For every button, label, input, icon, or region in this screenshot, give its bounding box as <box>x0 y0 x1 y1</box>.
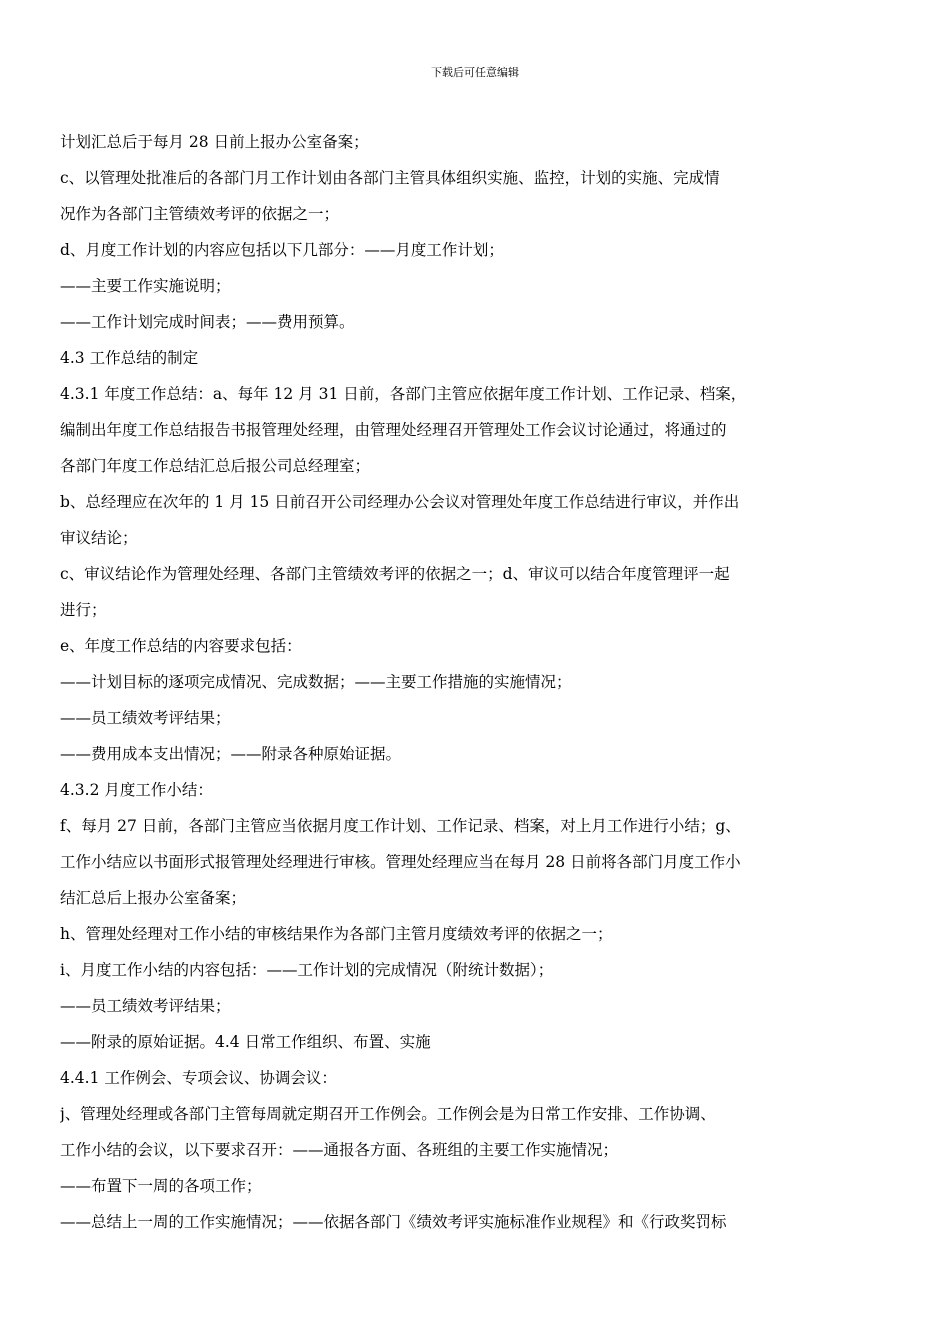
text-line: ——计划目标的逐项完成情况、完成数据；——主要工作措施的实施情况； <box>60 673 572 691</box>
text-line: 进行； <box>60 601 107 619</box>
text-line: f、每月 27 日前，各部门主管应当依据月度工作计划、工作记录、档案，对上月工作进行小结；g、 <box>60 817 741 835</box>
text-line: d、月度工作计划的内容应包括以下几部分：——月度工作计划； <box>60 241 504 259</box>
text-line: e、年度工作总结的内容要求包括： <box>60 637 302 655</box>
text-line: c、审议结论作为管理处经理、各部门主管绩效考评的依据之一；d、审议可以结合年度管理评一起 <box>60 565 730 583</box>
section-heading: 4.4.1 工作例会、专项会议、协调会议： <box>60 1069 337 1087</box>
text-line: ——总结上一周的工作实施情况；——依据各部门《绩效考评实施标准作业规程》和《行政奖罚标 <box>60 1213 727 1231</box>
document-body <box>60 124 890 1240</box>
text-line: 况作为各部门主管绩效考评的依据之一； <box>60 205 340 223</box>
page-header: 下载后可任意编辑 <box>431 66 519 79</box>
text-line: 4.3.1 年度工作总结：a、每年 12 月 31 日前，各部门主管应依据年度工作计划、工作记录、档案， <box>60 385 747 403</box>
text-line: 工作小结的会议，以下要求召开：——通报各方面、各班组的主要工作实施情况； <box>60 1141 619 1159</box>
text-line: ——附录的原始证据。4.4 日常工作组织、布置、实施 <box>60 1033 431 1051</box>
text-line: b、总经理应在次年的 1 月 15 日前召开公司经理办公会议对管理处年度工作总结进行审议，并作出 <box>60 493 740 511</box>
text-line: 各部门年度工作总结汇总后报公司总经理室； <box>60 457 371 475</box>
text-line: c、以管理处批准后的各部门月工作计划由各部门主管具体组织实施、监控，计划的实施、完成情 <box>60 169 720 187</box>
text-line: ——员工绩效考评结果； <box>60 709 231 727</box>
text-line: ——主要工作实施说明； <box>60 277 231 295</box>
section-heading: 4.3 工作总结的制定 <box>60 349 199 367</box>
text-line: h、管理处经理对工作小结的审核结果作为各部门主管月度绩效考评的依据之一； <box>60 925 613 943</box>
text-line: 结汇总后上报办公室备案； <box>60 889 247 907</box>
text-line: ——员工绩效考评结果； <box>60 997 231 1015</box>
section-heading: 4.3.2 月度工作小结： <box>60 781 213 799</box>
text-line: ——布置下一周的各项工作； <box>60 1177 262 1195</box>
text-line: 工作小结应以书面形式报管理处经理进行审核。管理处经理应当在每月 28 日前将各部门月度工作小 <box>60 853 741 871</box>
text-line: 审议结论； <box>60 529 138 547</box>
text-line: ——费用成本支出情况；——附录各种原始证据。 <box>60 745 402 763</box>
text-line: ——工作计划完成时间表；——费用预算。 <box>60 313 355 331</box>
text-line: j、管理处经理或各部门主管每周就定期召开工作例会。工作例会是为日常工作安排、工作协调、 <box>60 1105 716 1123</box>
text-line: 计划汇总后于每月 28 日前上报办公室备案； <box>60 133 369 151</box>
text-line: i、月度工作小结的内容包括：——工作计划的完成情况（附统计数据）； <box>60 961 554 979</box>
text-line: 编制出年度工作总结报告书报管理处经理，由管理处经理召开管理处工作会议讨论通过，将通过的 <box>60 421 727 439</box>
